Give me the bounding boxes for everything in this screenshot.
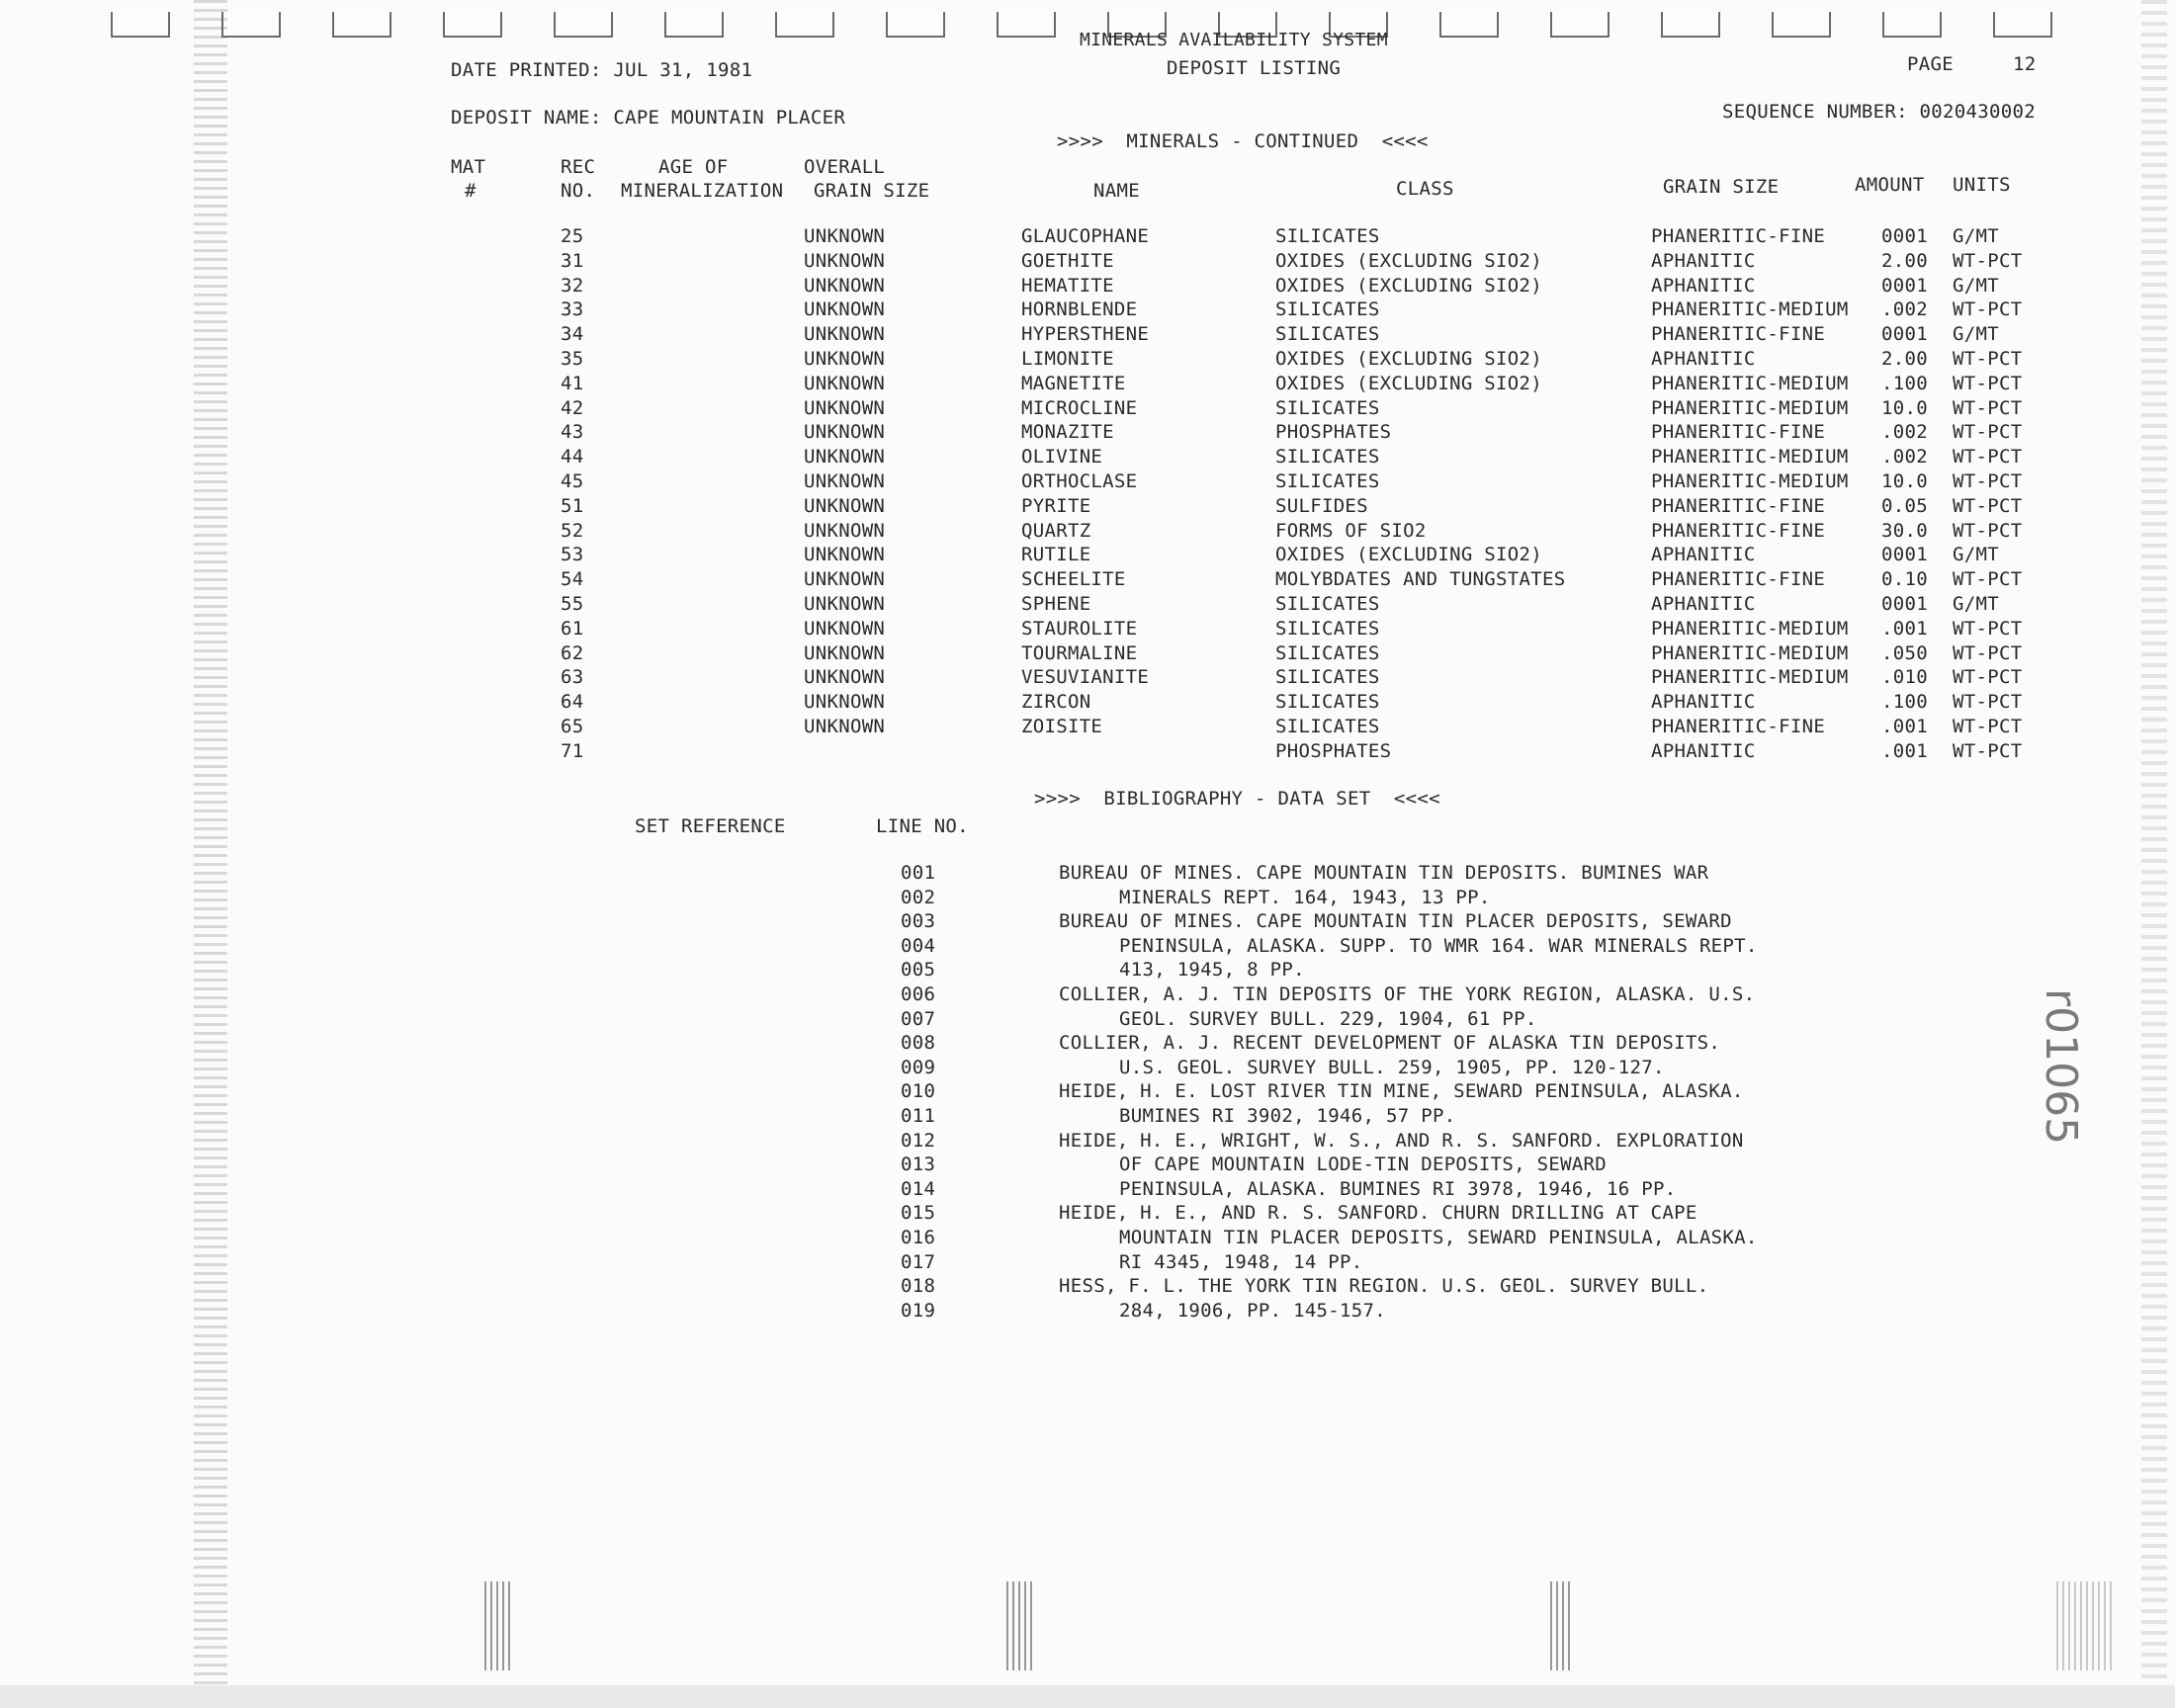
rec-no-cell: 53 <box>561 544 584 566</box>
mineral-class-cell: OXIDES (EXCLUDING SIO2) <box>1275 249 1542 272</box>
units-cell: WT-PCT <box>1953 299 2023 321</box>
units-cell: WT-PCT <box>1953 396 2023 419</box>
line-number: 005 <box>901 959 936 982</box>
line-number: 009 <box>901 1056 936 1078</box>
mineral-class-cell: MOLYBDATES AND TUNGSTATES <box>1275 568 1566 591</box>
amount-cell: .002 <box>1881 446 1928 469</box>
rec-no-cell: 43 <box>561 421 584 444</box>
smudge-mark <box>1006 1581 1034 1670</box>
overall-grain-cell: UNKNOWN <box>804 323 886 346</box>
feed-hole <box>1772 12 1831 38</box>
line-number: 001 <box>901 862 936 884</box>
feed-hole <box>221 12 281 38</box>
overall-grain-cell: UNKNOWN <box>804 617 886 640</box>
feed-hole <box>1661 12 1720 38</box>
grain-size-cell: PHANERITIC-MEDIUM <box>1651 666 1849 689</box>
rec-no-cell: 34 <box>561 323 584 346</box>
mineral-name-cell: STAUROLITE <box>1021 617 1138 640</box>
mineral-name-cell: ORTHOCLASE <box>1021 470 1138 492</box>
col-rec-top: REC <box>561 156 596 178</box>
feed-hole <box>111 12 170 38</box>
grain-size-cell: PHANERITIC-MEDIUM <box>1651 299 1849 321</box>
amount-cell: .100 <box>1881 691 1928 714</box>
rec-no-cell: 52 <box>561 519 584 542</box>
amount-cell: 10.0 <box>1881 396 1928 419</box>
overall-grain-cell: UNKNOWN <box>804 544 886 566</box>
reference-text: 284, 1906, PP. 145-157. <box>1119 1299 1386 1322</box>
grain-size-cell: PHANERITIC-MEDIUM <box>1651 470 1849 492</box>
col-rec-bottom: NO. <box>561 180 596 202</box>
col-grain-top: OVERALL <box>804 156 886 178</box>
rec-no-cell: 45 <box>561 470 584 492</box>
line-number: 003 <box>901 910 936 933</box>
perforated-right-edge <box>2141 0 2167 1685</box>
mineral-class-cell: SILICATES <box>1275 617 1380 640</box>
mineral-name-cell: LIMONITE <box>1021 348 1114 370</box>
overall-grain-cell: UNKNOWN <box>804 446 886 469</box>
line-number: 011 <box>901 1105 936 1127</box>
amount-cell: 0001 <box>1881 274 1928 297</box>
rec-no-cell: 33 <box>561 299 584 321</box>
units-cell: G/MT <box>1953 544 1999 566</box>
rec-no-cell: 35 <box>561 348 584 370</box>
grain-size-cell: PHANERITIC-FINE <box>1651 716 1826 737</box>
set-reference-label: SET REFERENCE <box>635 815 786 837</box>
line-number: 008 <box>901 1032 936 1055</box>
line-number: 017 <box>901 1250 936 1273</box>
mineral-class-cell: SILICATES <box>1275 446 1380 469</box>
reference-text: 413, 1945, 8 PP. <box>1119 959 1305 982</box>
grain-size-cell: PHANERITIC-FINE <box>1651 225 1826 247</box>
smudge-mark <box>2056 1581 2116 1670</box>
mineral-class-cell: OXIDES (EXCLUDING SIO2) <box>1275 372 1542 394</box>
col-grain-bottom: GRAIN SIZE <box>814 180 930 202</box>
mineral-class-cell: SILICATES <box>1275 666 1380 689</box>
overall-grain-cell: UNKNOWN <box>804 421 886 444</box>
amount-cell: .001 <box>1881 617 1928 640</box>
rec-no-cell: 61 <box>561 617 584 640</box>
mineral-class-cell: SILICATES <box>1275 323 1380 346</box>
reference-text: HESS, F. L. THE YORK TIN REGION. U.S. GEOL. SURVEY BULL. <box>1059 1275 1709 1298</box>
rec-no-cell: 65 <box>561 716 584 737</box>
col-mat-top: MAT <box>451 156 486 178</box>
grain-size-cell: PHANERITIC-FINE <box>1651 323 1826 346</box>
rec-no-cell: 64 <box>561 691 584 714</box>
mineral-name-cell: HEMATITE <box>1021 274 1114 297</box>
units-cell: WT-PCT <box>1953 568 2023 591</box>
feed-hole <box>554 12 613 38</box>
reference-text: HEIDE, H. E., WRIGHT, W. S., AND R. S. SANFORD. EXPLORATION <box>1059 1129 1744 1152</box>
perforated-left-edge <box>194 0 227 1685</box>
line-number: 019 <box>901 1299 936 1322</box>
rec-no-cell: 42 <box>561 396 584 419</box>
mineral-name-cell: SCHEELITE <box>1021 568 1126 591</box>
mineral-class-cell: SILICATES <box>1275 593 1380 615</box>
units-cell: WT-PCT <box>1953 519 2023 542</box>
col-age-top: AGE OF <box>658 156 729 178</box>
units-cell: G/MT <box>1953 323 1999 346</box>
overall-grain-cell: UNKNOWN <box>804 691 886 714</box>
line-number: 004 <box>901 934 936 957</box>
overall-grain-cell: UNKNOWN <box>804 348 886 370</box>
units-cell: WT-PCT <box>1953 716 2023 737</box>
smudge-mark <box>484 1581 510 1670</box>
grain-size-cell: PHANERITIC-MEDIUM <box>1651 372 1849 394</box>
mineral-name-cell: MONAZITE <box>1021 421 1114 444</box>
reference-text: MINERALS REPT. 164, 1943, 13 PP. <box>1119 886 1491 908</box>
units-cell: WT-PCT <box>1953 470 2023 492</box>
mineral-name-cell: QUARTZ <box>1021 519 1091 542</box>
grain-size-cell: PHANERITIC-FINE <box>1651 568 1826 591</box>
units-cell: G/MT <box>1953 225 1999 247</box>
reference-text: PENINSULA, ALASKA. SUPP. TO WMR 164. WAR MINERALS REPT. <box>1119 934 1758 957</box>
grain-size-cell: APHANITIC <box>1651 739 1756 762</box>
mineral-class-cell: SULFIDES <box>1275 494 1368 517</box>
mineral-name-cell: MAGNETITE <box>1021 372 1126 394</box>
amount-cell: 2.00 <box>1881 348 1928 370</box>
rec-no-cell: 32 <box>561 274 584 297</box>
mineral-class-cell: OXIDES (EXCLUDING SIO2) <box>1275 274 1542 297</box>
feed-hole <box>332 12 392 38</box>
grain-size-cell: PHANERITIC-FINE <box>1651 421 1826 444</box>
mineral-class-cell: PHOSPHATES <box>1275 421 1392 444</box>
amount-cell: .002 <box>1881 299 1928 321</box>
overall-grain-cell: UNKNOWN <box>804 666 886 689</box>
rec-no-cell: 25 <box>561 225 584 247</box>
deposit-name: DEPOSIT NAME: CAPE MOUNTAIN PLACER <box>451 107 846 128</box>
mineral-class-cell: FORMS OF SIO2 <box>1275 519 1427 542</box>
units-cell: WT-PCT <box>1953 446 2023 469</box>
amount-cell: 2.00 <box>1881 249 1928 272</box>
line-no-label: LINE NO. <box>876 815 969 837</box>
reference-text: HEIDE, H. E. LOST RIVER TIN MINE, SEWARD PENINSULA, ALASKA. <box>1059 1080 1744 1103</box>
overall-grain-cell: UNKNOWN <box>804 568 886 591</box>
feed-hole <box>664 12 724 38</box>
col-name: NAME <box>1093 180 1140 202</box>
grain-size-cell: APHANITIC <box>1651 274 1756 297</box>
mineral-name-cell: OLIVINE <box>1021 446 1103 469</box>
rec-no-cell: 51 <box>561 494 584 517</box>
mineral-class-cell: SILICATES <box>1275 299 1380 321</box>
overall-grain-cell: UNKNOWN <box>804 494 886 517</box>
grain-size-cell: APHANITIC <box>1651 691 1756 714</box>
units-cell: WT-PCT <box>1953 249 2023 272</box>
overall-grain-cell: UNKNOWN <box>804 249 886 272</box>
units-cell: WT-PCT <box>1953 372 2023 394</box>
mineral-name-cell: SPHENE <box>1021 593 1091 615</box>
feed-hole <box>1439 12 1499 38</box>
amount-cell: .050 <box>1881 641 1928 664</box>
amount-cell: .100 <box>1881 372 1928 394</box>
scan-border <box>0 1685 2175 1708</box>
mineral-name-cell: GOETHITE <box>1021 249 1114 272</box>
grain-size-cell: APHANITIC <box>1651 348 1756 370</box>
amount-cell: 0.05 <box>1881 494 1928 517</box>
mineral-class-cell: SILICATES <box>1275 691 1380 714</box>
rec-no-cell: 63 <box>561 666 584 689</box>
units-cell: WT-PCT <box>1953 691 2023 714</box>
system-title: MINERALS AVAILABILITY SYSTEM <box>1080 30 1388 50</box>
line-number: 002 <box>901 886 936 908</box>
units-cell: G/MT <box>1953 593 1999 615</box>
line-number: 014 <box>901 1177 936 1200</box>
col-age-bottom: MINERALIZATION <box>621 180 784 202</box>
mineral-name-cell: VESUVIANITE <box>1021 666 1150 689</box>
page-label: PAGE <box>1907 53 1954 75</box>
rec-no-cell: 54 <box>561 568 584 591</box>
feed-hole <box>886 12 945 38</box>
overall-grain-cell: UNKNOWN <box>804 470 886 492</box>
reference-text: COLLIER, A. J. TIN DEPOSITS OF THE YORK REGION, ALASKA. U.S. <box>1059 983 1756 1005</box>
reference-text: BUMINES RI 3902, 1946, 57 PP. <box>1119 1105 1456 1127</box>
rec-no-cell: 41 <box>561 372 584 394</box>
units-cell: G/MT <box>1953 274 1999 297</box>
rec-no-cell: 71 <box>561 739 584 762</box>
amount-cell: 0001 <box>1881 323 1928 346</box>
minerals-section-title: >>>> MINERALS - CONTINUED <<<< <box>1057 130 1429 152</box>
col-grain-size: GRAIN SIZE <box>1663 176 1780 198</box>
mineral-name-cell: RUTILE <box>1021 544 1091 566</box>
amount-cell: 30.0 <box>1881 519 1928 542</box>
grain-size-cell: PHANERITIC-MEDIUM <box>1651 617 1849 640</box>
col-units: UNITS <box>1953 174 2011 196</box>
amount-cell: .001 <box>1881 739 1928 762</box>
line-number: 010 <box>901 1080 936 1103</box>
page-number: 12 <box>2013 53 2037 75</box>
line-number: 013 <box>901 1153 936 1176</box>
overall-grain-cell: UNKNOWN <box>804 372 886 394</box>
line-number: 006 <box>901 983 936 1005</box>
reference-text: BUREAU OF MINES. CAPE MOUNTAIN TIN DEPOSITS. BUMINES WAR <box>1059 862 1709 884</box>
mineral-class-cell: SILICATES <box>1275 470 1380 492</box>
amount-cell: 0001 <box>1881 225 1928 247</box>
units-cell: WT-PCT <box>1953 494 2023 517</box>
grain-size-cell: PHANERITIC-FINE <box>1651 519 1826 542</box>
reference-text: U.S. GEOL. SURVEY BULL. 259, 1905, PP. 120-127. <box>1119 1056 1665 1078</box>
col-class: CLASS <box>1396 178 1454 200</box>
col-amount: AMOUNT <box>1855 174 1925 196</box>
date-printed: DATE PRINTED: JUL 31, 1981 <box>451 59 753 81</box>
mineral-name-cell: ZOISITE <box>1021 716 1103 737</box>
mineral-name-cell: MICROCLINE <box>1021 396 1138 419</box>
overall-grain-cell: UNKNOWN <box>804 641 886 664</box>
overall-grain-cell: UNKNOWN <box>804 716 886 737</box>
rec-no-cell: 55 <box>561 593 584 615</box>
feed-hole <box>1550 12 1610 38</box>
overall-grain-cell: UNKNOWN <box>804 593 886 615</box>
grain-size-cell: PHANERITIC-MEDIUM <box>1651 641 1849 664</box>
overall-grain-cell: UNKNOWN <box>804 225 886 247</box>
rec-no-cell: 31 <box>561 249 584 272</box>
amount-cell: 10.0 <box>1881 470 1928 492</box>
feed-hole <box>443 12 502 38</box>
grain-size-cell: APHANITIC <box>1651 544 1756 566</box>
grain-size-cell: APHANITIC <box>1651 249 1756 272</box>
line-number: 007 <box>901 1007 936 1030</box>
rec-no-cell: 62 <box>561 641 584 664</box>
reference-text: GEOL. SURVEY BULL. 229, 1904, 61 PP. <box>1119 1007 1537 1030</box>
mineral-name-cell: ZIRCON <box>1021 691 1091 714</box>
mineral-name-cell: HORNBLENDE <box>1021 299 1138 321</box>
reference-text: COLLIER, A. J. RECENT DEVELOPMENT OF ALASKA TIN DEPOSITS. <box>1059 1032 1721 1055</box>
bibliography-section-title: >>>> BIBLIOGRAPHY - DATA SET <<<< <box>1034 788 1440 810</box>
mineral-class-cell: SILICATES <box>1275 225 1380 247</box>
reference-text: HEIDE, H. E., AND R. S. SANFORD. CHURN DRILLING AT CAPE <box>1059 1202 1697 1225</box>
reference-text: RI 4345, 1948, 14 PP. <box>1119 1250 1363 1273</box>
smudge-mark <box>1550 1581 1570 1670</box>
feed-hole <box>775 12 834 38</box>
amount-cell: 0.10 <box>1881 568 1928 591</box>
feed-hole <box>997 12 1056 38</box>
units-cell: WT-PCT <box>1953 421 2023 444</box>
overall-grain-cell: UNKNOWN <box>804 396 886 419</box>
rec-no-cell: 44 <box>561 446 584 469</box>
mineral-class-cell: SILICATES <box>1275 716 1380 737</box>
amount-cell: .001 <box>1881 716 1928 737</box>
report-title: DEPOSIT LISTING <box>1167 57 1342 79</box>
mineral-class-cell: OXIDES (EXCLUDING SIO2) <box>1275 348 1542 370</box>
line-number: 018 <box>901 1275 936 1298</box>
units-cell: WT-PCT <box>1953 348 2023 370</box>
mineral-class-cell: SILICATES <box>1275 641 1380 664</box>
mineral-class-cell: SILICATES <box>1275 396 1380 419</box>
overall-grain-cell: UNKNOWN <box>804 274 886 297</box>
reference-text: MOUNTAIN TIN PLACER DEPOSITS, SEWARD PENINSULA, ALASKA. <box>1119 1227 1758 1248</box>
mineral-name-cell: PYRITE <box>1021 494 1091 517</box>
units-cell: WT-PCT <box>1953 666 2023 689</box>
feed-hole <box>1882 12 1942 38</box>
sequence-number: SEQUENCE NUMBER: 0020430002 <box>1722 101 2036 123</box>
line-number: 016 <box>901 1227 936 1248</box>
reference-text: PENINSULA, ALASKA. BUMINES RI 3978, 1946, 16 PP. <box>1119 1177 1677 1200</box>
col-mat-bottom: # <box>465 180 477 202</box>
grain-size-cell: PHANERITIC-MEDIUM <box>1651 396 1849 419</box>
overall-grain-cell: UNKNOWN <box>804 519 886 542</box>
mineral-name-cell: TOURMALINE <box>1021 641 1138 664</box>
units-cell: WT-PCT <box>1953 641 2023 664</box>
units-cell: WT-PCT <box>1953 739 2023 762</box>
mineral-name-cell: GLAUCOPHANE <box>1021 225 1150 247</box>
amount-cell: 0001 <box>1881 544 1928 566</box>
handwritten-number: r01065 <box>2036 988 2086 1146</box>
overall-grain-cell: UNKNOWN <box>804 299 886 321</box>
feed-hole <box>1993 12 2052 38</box>
amount-cell: .002 <box>1881 421 1928 444</box>
grain-size-cell: PHANERITIC-FINE <box>1651 494 1826 517</box>
mineral-class-cell: OXIDES (EXCLUDING SIO2) <box>1275 544 1542 566</box>
reference-text: OF CAPE MOUNTAIN LODE-TIN DEPOSITS, SEWARD <box>1119 1153 1608 1176</box>
mineral-class-cell: PHOSPHATES <box>1275 739 1392 762</box>
amount-cell: 0001 <box>1881 593 1928 615</box>
mineral-name-cell: HYPERSTHENE <box>1021 323 1150 346</box>
grain-size-cell: PHANERITIC-MEDIUM <box>1651 446 1849 469</box>
line-number: 012 <box>901 1129 936 1152</box>
reference-text: BUREAU OF MINES. CAPE MOUNTAIN TIN PLACER DEPOSITS, SEWARD <box>1059 910 1732 933</box>
amount-cell: .010 <box>1881 666 1928 689</box>
units-cell: WT-PCT <box>1953 617 2023 640</box>
line-number: 015 <box>901 1202 936 1225</box>
grain-size-cell: APHANITIC <box>1651 593 1756 615</box>
